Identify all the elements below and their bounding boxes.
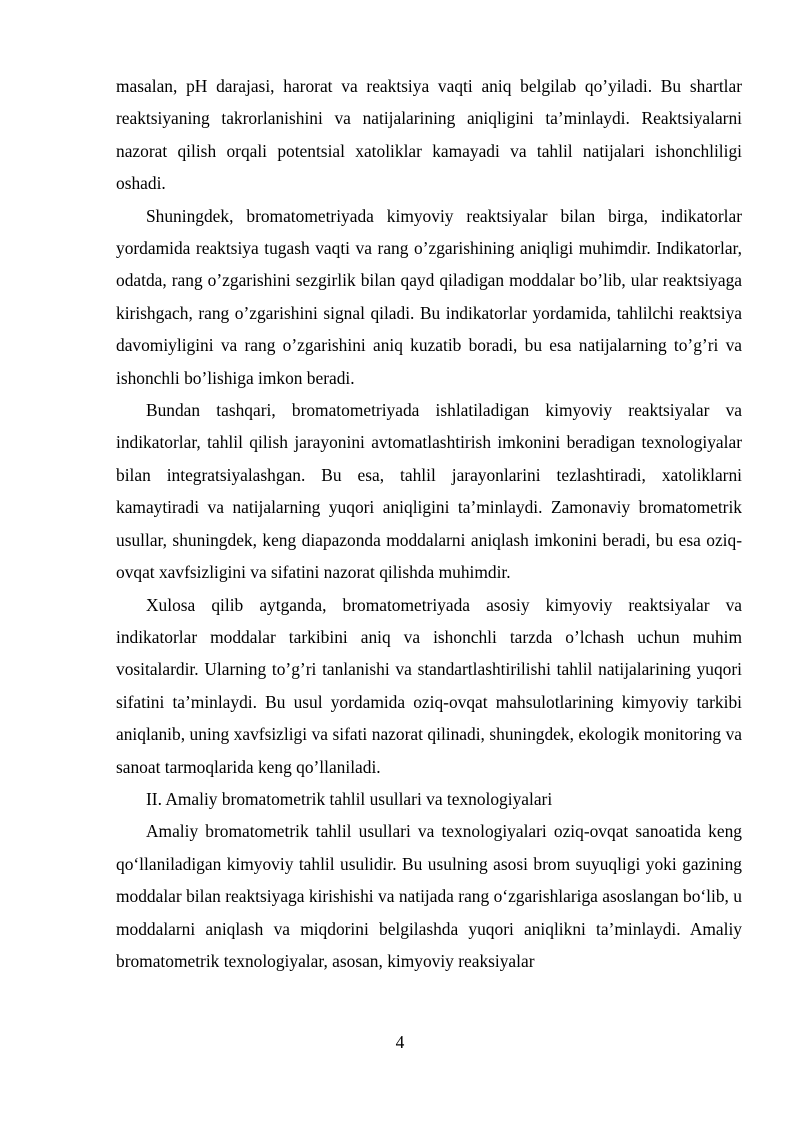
page-number: 4	[395, 1032, 405, 1052]
paragraph-automation: Bundan tashqari, bromatometriyada ishlatiladigan kimyoviy reaktsiyalar va indikatorlar, tahlil qilish jarayonini avtomatlashtirish imkonini beradigan texnologiyalar bilan integratsiyalashgan. Bu esa, tahlil jarayonlarini tezlashtiradi, xatoliklarni kamaytiradi va natijalarning yuqori aniqligini ta’minlaydi. Zamonaviy bromatometrik usullar, shuningdek, keng diapazonda moddalarni aniqlash imkonini beradi, bu esa oziq-ovqat xavfsizligini va sifatini nazorat qilishda muhimdir.	[116, 400, 742, 583]
paragraph-continued: masalan, pH darajasi, harorat va reaktsiya vaqti aniq belgilab qo’yiladi. Bu shartlar reaktsiyaning takrorlanishini va natijalarining aniqligini ta’minlaydi. Reaktsiyalarni nazorat qilish orqali potentsial xatoliklar kamayadi va tahlil natijalari ishonchliligi oshadi.	[116, 76, 742, 194]
paragraph-conclusion: Xulosa qilib aytganda, bromatometriyada asosiy kimyoviy reaktsiyalar va indikatorlar moddalar tarkibini aniq va ishonchli tarzda o’lchash uchun muhim vositalardir. Ularning to’g’ri tanlanishi va standartlashtirilishi tahlil natijalarining yuqori sifatini ta’minlaydi. Bu usul yordamida oziq-ovqat mahsulotlarining kimyoviy tarkibi aniqlanib, uning xavfsizligi va sifati nazorat qilinadi, shuningdek, ekologik monitoring va sanoat tarmoqlarida keng qo’llaniladi.	[116, 594, 742, 777]
section-heading: II. Amaliy bromatometrik tahlil usullari va texnologiyalari	[146, 788, 553, 809]
paragraph-indicators: Shuningdek, bromatometriyada kimyoviy reaktsiyalar bilan birga, indikatorlar yordamida reaktsiya tugash vaqti va rang o’zgarishining aniqligi muhimdir. Indikatorlar, odatda, rang o’zgarishini sezgirlik bilan qayd qiladigan moddalar bo’lib, ular reaktsiyaga kirishgach, rang o’zgarishini signal qiladi. Bu indikatorlar yordamida, tahlilchi reaktsiya davomiyligini va rang o’zgarishini aniq kuzatib boradi, bu esa natijalarning to’g’ri va ishonchli bo’lishiga imkon beradi.	[116, 205, 742, 388]
paragraph-section-intro: Amaliy bromatometrik tahlil usullari va texnologiyalari oziq-ovqat sanoatida keng qo‘llaniladigan kimyoviy tahlil usulidir. Bu usulning asosi brom suyuqligi yoki gazining moddalar bilan reaktsiyaga kirishishi va natijada rang o‘zgarishlariga asoslangan bo‘lib, u moddalarni aniqlash va miqdorini belgilashda yuqori aniqlikni ta’minlaydi. Amaliy bromatometrik texnologiyalar, asosan, kimyoviy reaksiyalar	[116, 821, 742, 971]
page-body	[116, 70, 742, 977]
